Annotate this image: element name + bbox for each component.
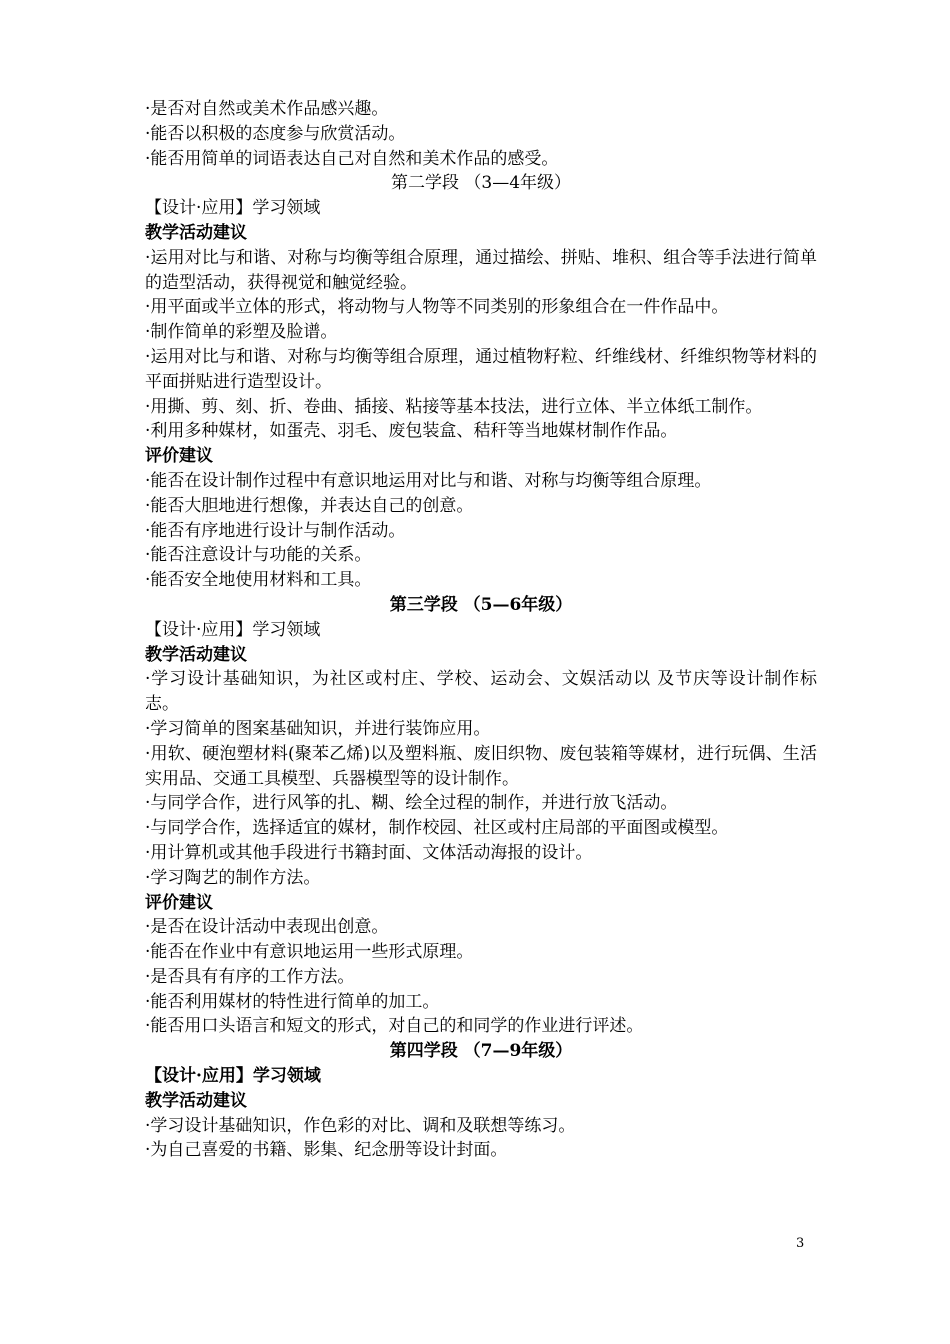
intro-eval-list <box>145 97 817 171</box>
teaching-suggestions-title: 教学活动建议 <box>145 644 247 665</box>
domain-label: 【设计·应用】学习领域 <box>145 619 321 640</box>
page-number: 3 <box>796 1236 805 1251</box>
list-item: ·与同学合作，进行风筝的扎、糊、绘全过程的制作，并进行放飞活动。 <box>145 793 678 814</box>
section-stage-2 <box>145 171 817 593</box>
list-item: ·能否注意设计与功能的关系。 <box>145 545 372 566</box>
domain-label: 【设计·应用】学习领域 <box>145 1066 321 1087</box>
list-item: ·是否具有有序的工作方法。 <box>145 966 355 987</box>
list-item: ·运用对比与和谐、对称与均衡等组合原理，通过描绘、拼贴、堆积、组合等手法进行简单的造型活动，获得视觉和触觉经验。 <box>145 247 817 293</box>
section-stage-3 <box>145 593 817 1039</box>
evaluation-suggestions-title: 评价建议 <box>145 446 213 467</box>
list-item: ·能否大胆地进行想像，并表达自己的创意。 <box>145 495 474 516</box>
document-body <box>145 97 817 1163</box>
list-item: ·能否在设计制作过程中有意识地运用对比与和谐、对称与均衡等组合原理。 <box>145 470 712 491</box>
list-item: ·能否有序地进行设计与制作活动。 <box>145 520 406 541</box>
evaluation-suggestions-title: 评价建议 <box>145 892 213 913</box>
list-item: ·学习陶艺的制作方法。 <box>145 867 321 888</box>
list-item: ·是否在设计活动中表现出创意。 <box>145 917 389 938</box>
section-heading: 第四学段 （7—9年级） <box>389 1041 573 1062</box>
list-item: ·学习简单的图案基础知识，并进行装饰应用。 <box>145 718 491 739</box>
section-stage-4 <box>145 1039 817 1163</box>
list-item: ·用软、硬泡塑材料(聚苯乙烯)以及塑料瓶、废旧织物、废包装箱等媒材，进行玩偶、生活实用品、交通工具模型、兵器模型等的设计制作。 <box>145 743 817 789</box>
list-item: ·能否利用媒材的特性进行简单的加工。 <box>145 991 440 1012</box>
list-item: ·能否在作业中有意识地运用一些形式原理。 <box>145 942 474 963</box>
teaching-suggestions-title: 教学活动建议 <box>145 1090 247 1111</box>
list-item: ·学习设计基础知识，为社区或村庄、学校、运动会、文娱活动以 及节庆等设计制作标志。 <box>145 669 817 715</box>
list-item: ·利用多种媒材，如蛋壳、羽毛、废包装盒、秸秆等当地媒材制作作品。 <box>145 421 678 442</box>
list-item: ·用平面或半立体的形式，将动物与人物等不同类别的形象组合在一件作品中。 <box>145 297 729 318</box>
list-item: ·为自己喜爱的书籍、影集、纪念册等设计封面。 <box>145 1140 508 1161</box>
list-item: ·能否安全地使用材料和工具。 <box>145 570 372 591</box>
list-item: ·能否用口头语言和短文的形式，对自己的和同学的作业进行评述。 <box>145 1016 644 1037</box>
list-item: ·能否用简单的词语表达自己对自然和美术作品的感受。 <box>145 148 559 169</box>
list-item: ·制作简单的彩塑及脸谱。 <box>145 322 338 343</box>
list-item: ·与同学合作，选择适宜的媒材，制作校园、社区或村庄局部的平面图或模型。 <box>145 818 729 839</box>
list-item: ·用撕、剪、刻、折、卷曲、插接、粘接等基本技法，进行立体、半立体纸工制作。 <box>145 396 763 417</box>
list-item: ·学习设计基础知识，作色彩的对比、调和及联想等练习。 <box>145 1115 576 1136</box>
domain-label: 【设计·应用】学习领域 <box>145 198 321 219</box>
list-item: ·运用对比与和谐、对称与均衡等组合原理，通过植物籽粒、纤维线材、纤维织物等材料的平面拼贴进行造型设计。 <box>145 346 817 392</box>
teaching-suggestions-title: 教学活动建议 <box>145 222 247 243</box>
section-heading: 第二学段 （3—4年级） <box>390 173 572 194</box>
section-heading: 第三学段 （5—6年级） <box>389 594 573 615</box>
list-item: ·能否以积极的态度参与欣赏活动。 <box>145 123 406 144</box>
list-item: ·是否对自然或美术作品感兴趣。 <box>145 99 389 119</box>
list-item: ·用计算机或其他手段进行书籍封面、文体活动海报的设计。 <box>145 842 593 863</box>
